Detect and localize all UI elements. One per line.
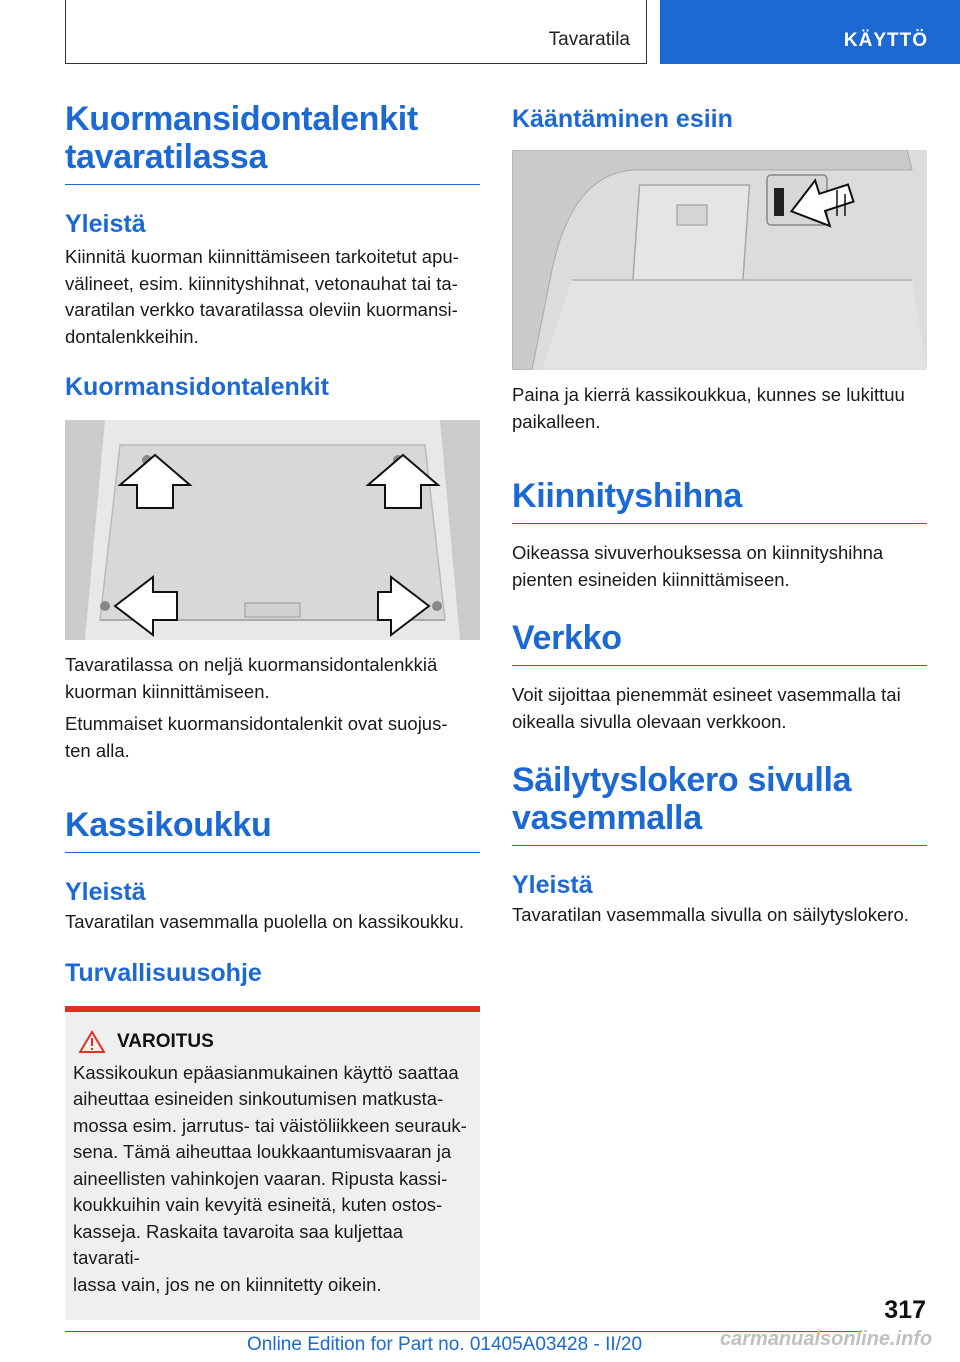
bag-hook-illustration <box>512 150 927 370</box>
warning-text: Kassikoukun epäasianmukainen käyttö saattaa aiheuttaa esineiden sinkoutumisen matkusta‐ mossa esim. jarrutus- tai väistöliikkeen seurauk‐ sena. Tämä aiheuttaa loukkaantumisvaaran ja aineellisten vahinkojen vaaran. Ripusta kassi‐ koukkuihin vain kevyitä esineitä, kuten ostos‐ kasseja. Raskaita tavaroita saa kuljettaa tavarati‐ lassa vain, jos ne on kiinnitetty oikein. <box>73 1061 467 1295</box>
left-column <box>65 100 480 1320</box>
paragraph-kiinnityshihna: Oikeassa sivuverhouksessa on kiinnityshihna pienten esineiden kiinnittämiseen. <box>512 542 884 590</box>
trunk-floor-illustration <box>65 420 480 640</box>
watermark: carmanualsonline.info <box>720 1328 933 1350</box>
heading-sailytyslokero: Säilytyslokero sivulla vasemmalla <box>512 761 927 846</box>
warning-triangle-icon <box>79 1030 105 1054</box>
footer-edition: Online Edition for Part no. 01405A03428 - II/20 <box>247 1334 643 1355</box>
header-chapter-label: KÄYTTÖ <box>843 30 928 51</box>
heading-kaantaminen-esiin: Kääntäminen esiin <box>512 105 733 133</box>
heading-verkko: Verkko <box>512 619 927 666</box>
heading-yleista-1: Yleistä <box>65 210 146 238</box>
heading-kuormansidontalenkit: Kuormansidontalenkit <box>65 373 329 401</box>
page-number: 317 <box>884 1296 926 1324</box>
header-box <box>65 0 647 64</box>
bag-hook-figure <box>512 150 927 370</box>
header-chapter-tab <box>660 0 960 64</box>
caption-bag-hook: Paina ja kierrä kassikoukkua, kunnes se lukittuu paikalleen. <box>512 384 905 432</box>
heading-kuormansidontalenkit-tavaratilassa: Kuormansidontalenkit tavaratilassa <box>65 100 480 185</box>
paragraph-yleista-2: Tavaratilan vasemmalla puolella on kassikoukku. <box>65 911 464 932</box>
trunk-tie-down-figure <box>65 420 480 640</box>
caption-front-tie-downs: Etummaiset kuormansidontalenkit ovat suojus‐ ten alla. <box>65 713 448 761</box>
heading-yleista-3: Yleistä <box>512 871 593 899</box>
warning-box <box>65 1006 480 1321</box>
paragraph-yleista-1: Kiinnitä kuorman kiinnittämiseen tarkoitetut apu‐ välineet, esim. kiinnityshihnat, vetonauhat tai ta‐ varatilan verkko tavaratilassa oleviin kuormansi‐ dontalenkkeihin. <box>65 246 459 347</box>
heading-turvallisuusohje: Turvallisuusohje <box>65 958 262 987</box>
paragraph-verkko: Voit sijoittaa pienemmät esineet vasemmalla tai oikealla sivulla olevaan verkkoon. <box>512 684 901 732</box>
header-section-title: Tavaratila <box>548 29 630 50</box>
caption-tie-down-count: Tavaratilassa on neljä kuormansidontalenkkiä kuorman kiinnittämiseen. <box>65 654 438 702</box>
heading-kiinnityshihna: Kiinnityshihna <box>512 477 927 524</box>
heading-kassikoukku: Kassikoukku <box>65 806 480 853</box>
paragraph-yleista-3: Tavaratilan vasemmalla sivulla on säilytyslokero. <box>512 904 909 925</box>
right-column <box>512 100 927 929</box>
warning-title: VAROITUS <box>79 1030 472 1054</box>
heading-yleista-2: Yleistä <box>65 878 146 906</box>
